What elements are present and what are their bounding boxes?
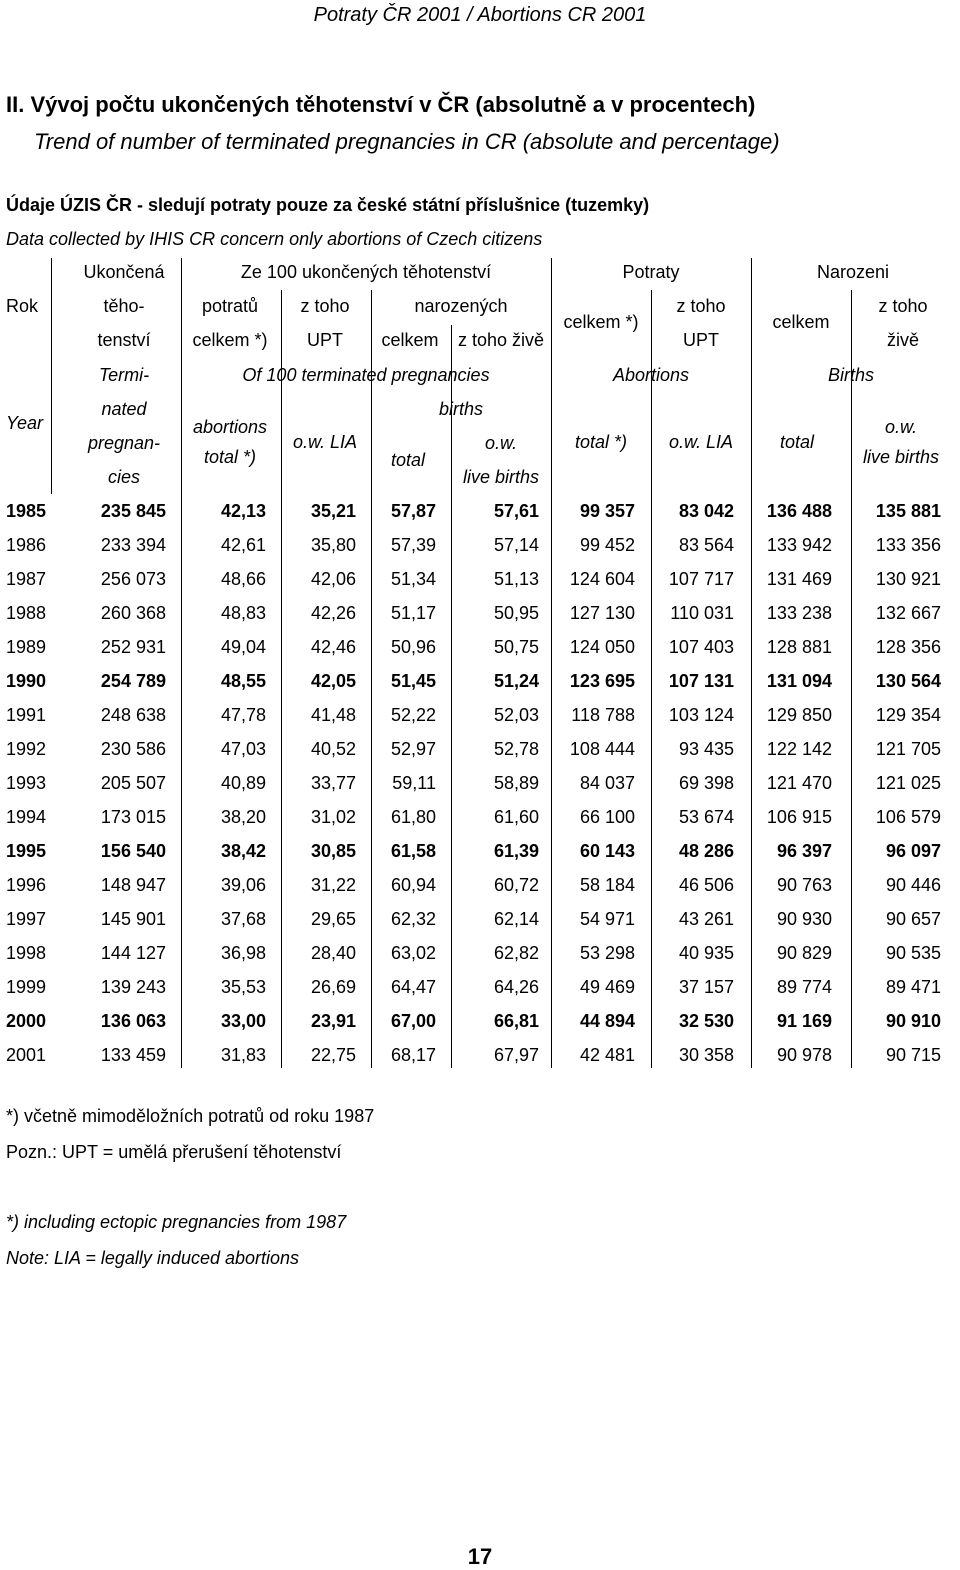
header-celkem-star: celkem *): [192, 330, 268, 350]
row-cell: 48,55: [220, 671, 266, 691]
row-cell: 36,98: [220, 943, 266, 963]
row-cell: 256 073: [100, 569, 166, 589]
header-zive: živě: [886, 330, 920, 350]
header-cies: cies: [107, 467, 141, 487]
row-cell: 42,61: [220, 535, 266, 555]
header-year: Year: [6, 413, 44, 433]
row-cell: 48,66: [220, 569, 266, 589]
row-cell: 38,20: [220, 807, 266, 827]
row-cell: 33,77: [310, 773, 356, 793]
row-cell: 260 368: [100, 603, 166, 623]
header-nated: nated: [101, 399, 147, 419]
note-en-2: Note: LIA = legally induced abortions: [6, 1248, 300, 1268]
row-cell: 32 530: [678, 1011, 734, 1031]
row-cell: 43 261: [678, 909, 734, 929]
header-of100: Of 100 terminated pregnancies: [242, 365, 490, 385]
row-cell: 90 978: [776, 1045, 832, 1065]
table-row: [0, 834, 960, 868]
row-year: 2001: [6, 1045, 47, 1065]
row-cell: 38,42: [220, 841, 266, 861]
row-cell: 42 481: [579, 1045, 635, 1065]
row-cell: 133 459: [100, 1045, 166, 1065]
row-cell: 35,53: [220, 977, 266, 997]
header-b-total: total: [779, 432, 815, 452]
header-births-group: Births: [827, 365, 875, 385]
row-cell: 235 845: [100, 501, 166, 521]
row-cell: 60,72: [493, 875, 539, 895]
row-cell: 248 638: [100, 705, 166, 725]
row-cell: 107 403: [668, 637, 734, 657]
row-year: 1986: [6, 535, 47, 555]
table-row: [0, 800, 960, 834]
header-potratu: potratů: [201, 296, 259, 316]
row-cell: 128 881: [766, 637, 832, 657]
row-cell: 52,22: [390, 705, 436, 725]
row-cell: 68,17: [390, 1045, 436, 1065]
row-cell: 57,61: [493, 501, 539, 521]
row-year: 1985: [6, 501, 47, 521]
row-cell: 40,89: [220, 773, 266, 793]
header-abortions-label: abortions: [192, 417, 268, 437]
row-cell: 54 971: [579, 909, 635, 929]
row-cell: 64,26: [493, 977, 539, 997]
header-births: births: [438, 399, 484, 419]
row-cell: 136 063: [100, 1011, 166, 1031]
table-row: [0, 902, 960, 936]
row-cell: 62,14: [493, 909, 539, 929]
row-cell: 205 507: [100, 773, 166, 793]
row-cell: 53 674: [678, 807, 734, 827]
row-year: 1995: [6, 841, 47, 861]
row-cell: 148 947: [100, 875, 166, 895]
header-ukoncena: Ukončená: [83, 262, 165, 282]
column-divider: [51, 258, 52, 494]
row-year: 1991: [6, 705, 47, 725]
row-cell: 96 097: [885, 841, 941, 861]
table-row: [0, 732, 960, 766]
row-cell: 42,06: [310, 569, 356, 589]
row-cell: 129 354: [875, 705, 941, 725]
header-upt: UPT: [307, 330, 343, 350]
row-cell: 131 469: [766, 569, 832, 589]
row-cell: 52,78: [493, 739, 539, 759]
table-row: [0, 698, 960, 732]
header-ab-total: total *): [574, 432, 628, 452]
row-cell: 60,94: [390, 875, 436, 895]
row-cell: 61,60: [493, 807, 539, 827]
row-cell: 123 695: [569, 671, 635, 691]
row-cell: 53 298: [579, 943, 635, 963]
table-row: [0, 970, 960, 1004]
row-cell: 83 564: [678, 535, 734, 555]
row-cell: 50,95: [493, 603, 539, 623]
row-year: 1988: [6, 603, 47, 623]
row-cell: 29,65: [310, 909, 356, 929]
row-cell: 90 763: [776, 875, 832, 895]
header-ztoho: z toho: [300, 296, 350, 316]
row-cell: 128 356: [875, 637, 941, 657]
row-cell: 90 657: [885, 909, 941, 929]
row-cell: 118 788: [571, 705, 635, 725]
page-number: 17: [467, 1544, 493, 1569]
row-cell: 39,06: [220, 875, 266, 895]
table-row: [0, 494, 960, 528]
row-cell: 252 931: [100, 637, 166, 657]
row-cell: 121 705: [875, 739, 941, 759]
row-cell: 51,34: [390, 569, 436, 589]
subtitle-english: Data collected by IHIS CR concern only abortions of Czech citizens: [6, 229, 543, 249]
header-rok: Rok: [6, 296, 39, 316]
row-cell: 133 238: [766, 603, 832, 623]
row-cell: 106 579: [875, 807, 941, 827]
header-pregnan: pregnan-: [87, 433, 161, 453]
header-teho: těho-: [103, 296, 145, 316]
row-cell: 57,87: [390, 501, 436, 521]
row-cell: 110 031: [670, 603, 734, 623]
table-row: [0, 1004, 960, 1038]
row-cell: 42,13: [220, 501, 266, 521]
row-cell: 31,22: [310, 875, 356, 895]
row-cell: 58,89: [493, 773, 539, 793]
row-cell: 136 488: [766, 501, 832, 521]
row-cell: 63,02: [390, 943, 436, 963]
header-b-ow: o.w.: [884, 417, 918, 437]
row-cell: 47,03: [220, 739, 266, 759]
row-cell: 37,68: [220, 909, 266, 929]
row-year: 1999: [6, 977, 47, 997]
header-ze100: Ze 100 ukončených těhotenství: [240, 262, 492, 282]
row-cell: 31,83: [220, 1045, 266, 1065]
row-cell: 30 358: [678, 1045, 734, 1065]
row-cell: 51,45: [390, 671, 436, 691]
table-row: [0, 1038, 960, 1072]
row-cell: 145 901: [100, 909, 166, 929]
row-cell: 51,13: [493, 569, 539, 589]
row-cell: 46 506: [678, 875, 734, 895]
row-cell: 44 894: [579, 1011, 635, 1031]
row-cell: 47,78: [220, 705, 266, 725]
row-cell: 37 157: [678, 977, 734, 997]
row-year: 2000: [6, 1011, 47, 1031]
row-cell: 50,75: [493, 637, 539, 657]
row-cell: 90 930: [776, 909, 832, 929]
row-cell: 52,97: [390, 739, 436, 759]
row-cell: 42,05: [310, 671, 356, 691]
row-cell: 99 357: [579, 501, 635, 521]
row-cell: 57,14: [493, 535, 539, 555]
row-cell: 90 910: [885, 1011, 941, 1031]
header-ab-owlia: o.w. LIA: [668, 432, 734, 452]
row-cell: 96 397: [776, 841, 832, 861]
row-cell: 124 604: [569, 569, 635, 589]
row-cell: 90 715: [885, 1045, 941, 1065]
row-cell: 135 881: [875, 501, 941, 521]
row-cell: 61,58: [390, 841, 436, 861]
row-cell: 99 452: [579, 535, 635, 555]
row-cell: 42,26: [310, 603, 356, 623]
row-cell: 22,75: [310, 1045, 356, 1065]
row-cell: 90 535: [885, 943, 941, 963]
row-cell: 61,80: [390, 807, 436, 827]
row-cell: 64,47: [390, 977, 436, 997]
header-live-births: live births: [462, 467, 540, 487]
table-row: [0, 766, 960, 800]
header-potraty-celkem: celkem *): [563, 312, 639, 332]
row-cell: 40 935: [678, 943, 734, 963]
table-row: [0, 528, 960, 562]
row-year: 1990: [6, 671, 47, 691]
table-row: [0, 664, 960, 698]
row-cell: 62,32: [390, 909, 436, 929]
row-cell: 51,24: [493, 671, 539, 691]
row-cell: 90 829: [776, 943, 832, 963]
row-cell: 60 143: [579, 841, 635, 861]
row-cell: 49 469: [579, 977, 635, 997]
row-cell: 106 915: [766, 807, 832, 827]
row-cell: 26,69: [310, 977, 356, 997]
row-cell: 89 471: [885, 977, 941, 997]
note-en-1: *) including ectopic pregnancies from 1987: [6, 1212, 347, 1232]
header-tenstvi: tenství: [97, 330, 151, 350]
header-narozenych: narozených: [414, 296, 508, 316]
row-cell: 139 243: [100, 977, 166, 997]
row-cell: 121 470: [766, 773, 832, 793]
row-cell: 124 050: [569, 637, 635, 657]
row-cell: 67,97: [493, 1045, 539, 1065]
row-cell: 107 131: [668, 671, 734, 691]
row-cell: 83 042: [678, 501, 734, 521]
row-cell: 173 015: [100, 807, 166, 827]
row-cell: 59,11: [392, 773, 436, 793]
row-cell: 132 667: [875, 603, 941, 623]
row-cell: 42,46: [310, 637, 356, 657]
row-cell: 48,83: [220, 603, 266, 623]
table-row: [0, 868, 960, 902]
row-cell: 90 446: [885, 875, 941, 895]
row-cell: 50,96: [390, 637, 436, 657]
header-potraty: Potraty: [622, 262, 680, 282]
table-row: [0, 630, 960, 664]
row-cell: 156 540: [100, 841, 166, 861]
title-english: Trend of number of terminated pregnancies in CR (absolute and percentage): [34, 129, 780, 154]
row-year: 1994: [6, 807, 47, 827]
row-cell: 48 286: [678, 841, 734, 861]
header-narozeni-celkem: celkem: [772, 312, 830, 332]
row-cell: 66 100: [579, 807, 635, 827]
row-cell: 23,91: [310, 1011, 356, 1031]
row-cell: 89 774: [776, 977, 832, 997]
row-cell: 57,39: [390, 535, 436, 555]
row-cell: 131 094: [766, 671, 832, 691]
table-row: [0, 562, 960, 596]
row-cell: 121 025: [875, 773, 941, 793]
header-births-total: total: [390, 450, 426, 470]
row-cell: 254 789: [100, 671, 166, 691]
table-row: [0, 936, 960, 970]
row-cell: 31,02: [310, 807, 356, 827]
row-cell: 108 444: [569, 739, 635, 759]
row-cell: 103 124: [668, 705, 734, 725]
row-cell: 67,00: [390, 1011, 436, 1031]
note-cz-1: *) včetně mimoděložních potratů od roku 1987: [6, 1106, 375, 1126]
header-termi: Termi-: [98, 365, 150, 385]
header-narozenych-celkem: celkem: [381, 330, 439, 350]
row-cell: 66,81: [493, 1011, 539, 1031]
row-cell: 230 586: [100, 739, 166, 759]
row-year: 1997: [6, 909, 47, 929]
row-year: 1996: [6, 875, 47, 895]
row-cell: 127 130: [569, 603, 635, 623]
row-cell: 129 850: [766, 705, 832, 725]
header-ztoho-zive: z toho živě: [457, 330, 545, 350]
header-owlia: o.w. LIA: [292, 432, 358, 452]
row-cell: 35,80: [310, 535, 356, 555]
row-cell: 62,82: [493, 943, 539, 963]
row-cell: 130 921: [875, 569, 941, 589]
row-year: 1992: [6, 739, 47, 759]
header-narozeni-ztoho: z toho: [878, 296, 928, 316]
row-cell: 58 184: [579, 875, 635, 895]
row-year: 1989: [6, 637, 47, 657]
header-narozeni: Narozeni: [816, 262, 890, 282]
note-cz-2: Pozn.: UPT = umělá přerušení těhotenství: [6, 1142, 342, 1162]
row-cell: 61,39: [493, 841, 539, 861]
row-cell: 49,04: [220, 637, 266, 657]
row-cell: 51,17: [390, 603, 436, 623]
title-czech: II. Vývoj počtu ukončených těhotenství v ČR (absolutně a v procentech): [6, 92, 756, 117]
row-cell: 35,21: [310, 501, 356, 521]
row-year: 1998: [6, 943, 47, 963]
row-cell: 233 394: [100, 535, 166, 555]
header-abortions: Abortions: [612, 365, 690, 385]
row-cell: 130 564: [875, 671, 941, 691]
header-potraty-ztoho: z toho: [676, 296, 726, 316]
row-cell: 52,03: [493, 705, 539, 725]
header-potraty-upt: UPT: [683, 330, 719, 350]
header-b-live: live births: [862, 447, 940, 467]
row-cell: 30,85: [310, 841, 356, 861]
row-cell: 33,00: [220, 1011, 266, 1031]
row-cell: 69 398: [678, 773, 734, 793]
row-cell: 40,52: [310, 739, 356, 759]
row-year: 1993: [6, 773, 47, 793]
row-cell: 41,48: [310, 705, 356, 725]
header-births-ow: o.w.: [484, 433, 518, 453]
row-year: 1987: [6, 569, 47, 589]
row-cell: 133 942: [766, 535, 832, 555]
row-cell: 133 356: [875, 535, 941, 555]
page-header: Potraty ČR 2001 / Abortions CR 2001: [313, 4, 647, 26]
subtitle-czech: Údaje ÚZIS ČR - sledují potraty pouze za české státní příslušnice (tuzemky): [6, 195, 650, 215]
row-cell: 107 717: [668, 569, 734, 589]
row-cell: 144 127: [100, 943, 166, 963]
row-cell: 93 435: [678, 739, 734, 759]
row-cell: 84 037: [579, 773, 635, 793]
row-cell: 122 142: [766, 739, 832, 759]
table-row: [0, 596, 960, 630]
row-cell: 91 169: [776, 1011, 832, 1031]
header-total-star: total *): [203, 447, 257, 467]
row-cell: 28,40: [310, 943, 356, 963]
